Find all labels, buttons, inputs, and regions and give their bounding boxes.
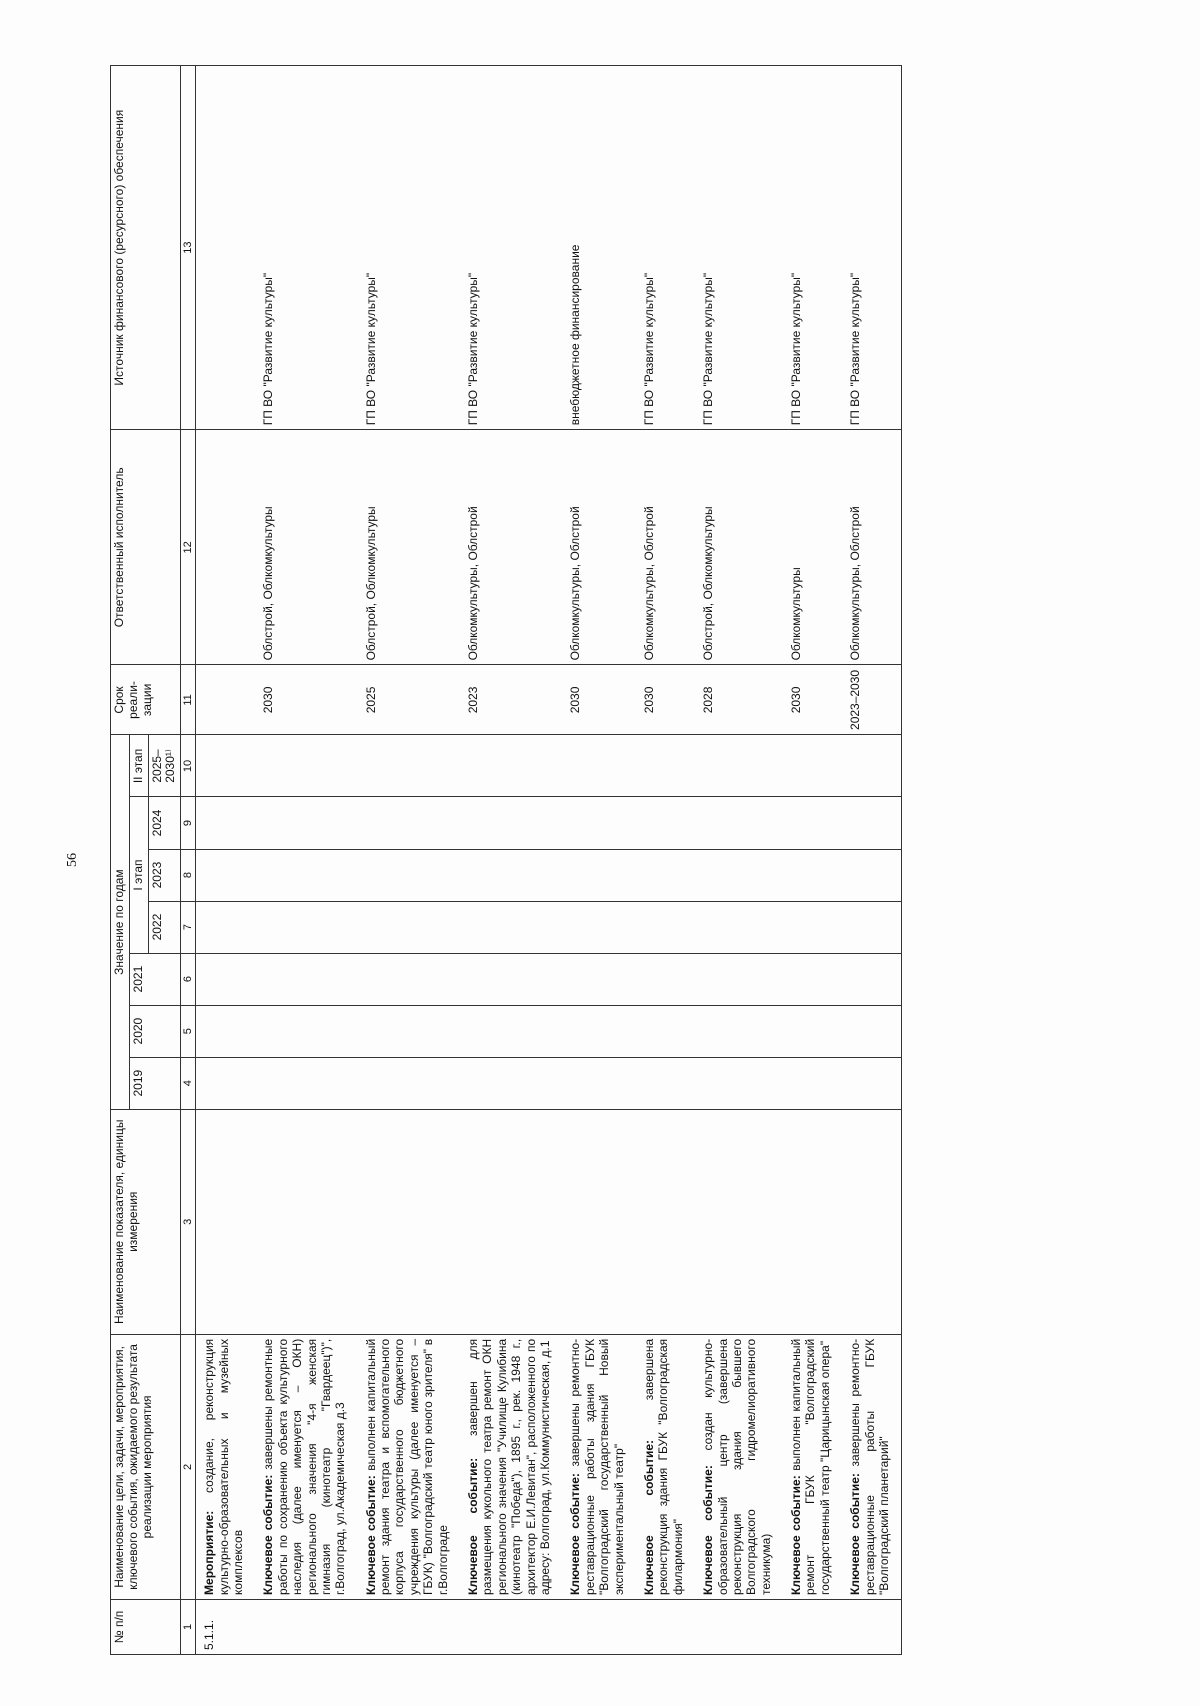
row-keyword: Ключевое событие: xyxy=(641,1439,656,1595)
row-value-cell xyxy=(460,735,562,797)
row-description: завершена реконструкция здания ГБУК "Волгоградская филармония" xyxy=(641,1338,685,1595)
column-number: 7 xyxy=(181,901,196,953)
header-2025-2030: 2025–2030¹⁾ xyxy=(148,735,181,797)
row-num xyxy=(460,1599,562,1654)
column-number: 12 xyxy=(181,430,196,665)
row-executor: Облкомкультуры, Облстрой xyxy=(842,430,902,665)
row-name-cell xyxy=(636,1334,695,1599)
row-executor: Облкомкультуры xyxy=(783,430,842,665)
row-name-cell xyxy=(460,1334,562,1599)
row-value-cell xyxy=(636,1005,695,1057)
row-description: завершены ремонтно-реставрационные работы ГБУК "Волгоградский планетарий" xyxy=(848,1338,892,1595)
row-value-cell xyxy=(460,1005,562,1057)
row-num xyxy=(636,1599,695,1654)
row-value-cell xyxy=(695,953,783,1005)
row-source: внебюджетное финансирование xyxy=(562,66,636,430)
row-keyword: Ключевое событие: xyxy=(848,1473,863,1595)
row-value-cell xyxy=(255,735,357,797)
row-indicator xyxy=(783,1109,842,1334)
row-description: завершены ремонтно-реставрационные работы здания ГБУК "Волгоградский государственный Новый экспериментальный театр" xyxy=(568,1338,626,1595)
header-term: Срок реали-зации xyxy=(111,665,181,735)
row-value-cell xyxy=(842,735,902,797)
row-value-cell xyxy=(562,1005,636,1057)
row-executor: Облстрой, Облкомкультуры xyxy=(255,430,357,665)
row-value-cell xyxy=(636,797,695,849)
row-source: ГП ВО "Развитие культуры" xyxy=(358,66,460,430)
row-indicator xyxy=(358,1109,460,1334)
row-value-cell xyxy=(562,849,636,901)
header-2019: 2019 xyxy=(129,1057,180,1109)
row-indicator xyxy=(695,1109,783,1334)
row-term: 2023 xyxy=(460,665,562,735)
row-value-cell xyxy=(460,901,562,953)
table-row xyxy=(636,66,695,1655)
row-source: ГП ВО "Развитие культуры" xyxy=(783,66,842,430)
column-number: 3 xyxy=(181,1109,196,1334)
column-number-row xyxy=(181,66,196,1655)
row-keyword: Ключевое событие: xyxy=(363,1475,378,1595)
column-number: 9 xyxy=(181,797,196,849)
row-value-cell xyxy=(358,797,460,849)
row-value-cell xyxy=(842,1057,902,1109)
table-row xyxy=(562,66,636,1655)
row-source: ГП ВО "Развитие культуры" xyxy=(460,66,562,430)
row-value-cell xyxy=(783,901,842,953)
row-indicator xyxy=(196,1109,256,1334)
header-2020: 2020 xyxy=(129,1005,180,1057)
row-keyword: Мероприятие: xyxy=(202,1510,217,1595)
row-executor: Облстрой, Облкомкультуры xyxy=(358,430,460,665)
row-value-cell xyxy=(636,953,695,1005)
row-indicator xyxy=(562,1109,636,1334)
row-description: создан культурно-образовательный центр (завершена реконструкция здания бывшего Волгоградского гидромелиоративного техникума) xyxy=(701,1338,773,1595)
row-source: ГП ВО "Развитие культуры" xyxy=(695,66,783,430)
header-executor: Ответственный исполнитель xyxy=(111,430,181,665)
header-2022: 2022 xyxy=(148,901,181,953)
header-source: Источник финансового (ресурсного) обеспечения xyxy=(111,66,181,430)
row-value-cell xyxy=(783,1005,842,1057)
row-indicator xyxy=(460,1109,562,1334)
row-value-cell xyxy=(255,1005,357,1057)
column-number: 6 xyxy=(181,953,196,1005)
row-value-cell xyxy=(783,953,842,1005)
header-2024: 2024 xyxy=(148,797,181,849)
row-keyword: Ключевое событие: xyxy=(261,1474,276,1595)
column-number: 1 xyxy=(181,1599,196,1654)
row-term: 2028 xyxy=(695,665,783,735)
row-value-cell xyxy=(783,735,842,797)
row-executor: Облстрой, Облкомкультуры xyxy=(695,430,783,665)
row-value-cell xyxy=(196,849,256,901)
row-value-cell xyxy=(562,735,636,797)
row-value-cell xyxy=(358,849,460,901)
row-executor xyxy=(196,430,256,665)
row-value-cell xyxy=(562,901,636,953)
row-value-cell xyxy=(842,797,902,849)
row-value-cell xyxy=(636,849,695,901)
row-value-cell xyxy=(842,1005,902,1057)
column-number: 5 xyxy=(181,1005,196,1057)
row-value-cell xyxy=(460,849,562,901)
row-value-cell xyxy=(842,849,902,901)
row-keyword: Ключевое событие: xyxy=(789,1475,804,1595)
table-row xyxy=(695,66,783,1655)
table-header xyxy=(111,66,196,1655)
row-value-cell xyxy=(695,797,783,849)
row-term xyxy=(196,665,256,735)
row-value-cell xyxy=(695,1005,783,1057)
header-stage-2: II этап xyxy=(129,735,148,797)
row-value-cell xyxy=(196,1005,256,1057)
row-value-cell xyxy=(562,1057,636,1109)
row-description: завершен для размещения кукольного театра ремонт ОКН регионального значения "Училище Кулибина (кинотеатр "Победа"), 1895 г., рек. 1948 г., архитектор Е.И.Левитан", расположенного по адресу: Волгоград, ул.Коммунистическая, д.1 xyxy=(466,1338,552,1595)
row-num xyxy=(842,1599,902,1654)
header-name: Наименование цели, задачи, мероприятия, ключевого события, ожидаемого результата реализации мероприятия xyxy=(111,1334,181,1599)
table-row xyxy=(783,66,842,1655)
row-source: ГП ВО "Развитие культуры" xyxy=(255,66,357,430)
row-num xyxy=(695,1599,783,1654)
row-value-cell xyxy=(358,901,460,953)
table-row xyxy=(196,66,256,1655)
row-value-cell xyxy=(562,953,636,1005)
row-value-cell xyxy=(358,1005,460,1057)
column-number: 11 xyxy=(181,665,196,735)
table-row xyxy=(842,66,902,1655)
row-keyword: Ключевое событие: xyxy=(701,1465,716,1595)
row-value-cell xyxy=(695,849,783,901)
row-term: 2025 xyxy=(358,665,460,735)
row-value-cell xyxy=(460,953,562,1005)
table-row xyxy=(460,66,562,1655)
row-description: создание, реконструкция культурно-образовательных и музейных комплексов xyxy=(202,1338,245,1595)
column-number: 10 xyxy=(181,735,196,797)
row-value-cell xyxy=(358,953,460,1005)
row-value-cell xyxy=(460,1057,562,1109)
row-term: 2030 xyxy=(783,665,842,735)
row-term: 2030 xyxy=(562,665,636,735)
row-name-cell xyxy=(695,1334,783,1599)
row-name-cell xyxy=(783,1334,842,1599)
row-value-cell xyxy=(255,849,357,901)
header-2023: 2023 xyxy=(148,849,181,901)
row-indicator xyxy=(636,1109,695,1334)
table-body xyxy=(196,66,902,1655)
rotated-document-sheet xyxy=(65,65,1090,1655)
row-value-cell xyxy=(196,953,256,1005)
column-number: 13 xyxy=(181,66,196,430)
row-value-cell xyxy=(695,901,783,953)
row-value-cell xyxy=(783,1057,842,1109)
column-number: 2 xyxy=(181,1334,196,1599)
row-value-cell xyxy=(695,1057,783,1109)
program-table xyxy=(110,65,902,1655)
row-term: 2030 xyxy=(636,665,695,735)
row-value-cell xyxy=(695,735,783,797)
row-value-cell xyxy=(562,797,636,849)
row-num xyxy=(255,1599,357,1654)
row-executor: Облкомкультуры, Облстрой xyxy=(562,430,636,665)
row-value-cell xyxy=(460,797,562,849)
row-executor: Облкомкультуры, Облстрой xyxy=(460,430,562,665)
row-keyword: Ключевое событие: xyxy=(466,1457,481,1595)
row-term: 2023–2030 xyxy=(842,665,902,735)
row-indicator xyxy=(255,1109,357,1334)
row-value-cell xyxy=(255,953,357,1005)
row-value-cell xyxy=(842,953,902,1005)
column-number: 8 xyxy=(181,849,196,901)
row-name-cell xyxy=(196,1334,256,1599)
row-source: ГП ВО "Развитие культуры" xyxy=(842,66,902,430)
header-values-by-year: Значение по годам xyxy=(111,735,130,1109)
row-name-cell xyxy=(842,1334,902,1599)
row-value-cell xyxy=(196,797,256,849)
row-source xyxy=(196,66,256,430)
table-row xyxy=(255,66,357,1655)
row-value-cell xyxy=(636,735,695,797)
row-name-cell xyxy=(255,1334,357,1599)
table-row xyxy=(358,66,460,1655)
row-value-cell xyxy=(358,1057,460,1109)
row-value-cell xyxy=(196,901,256,953)
row-executor: Облкомкультуры, Облстрой xyxy=(636,430,695,665)
row-value-cell xyxy=(255,901,357,953)
row-name-cell xyxy=(358,1334,460,1599)
row-term: 2030 xyxy=(255,665,357,735)
row-description: завершены ремонтные работы по сохранению объекта культурного наследия (далее именуется – ОКН) регионального значения "4-я женская гимназия (кинотеатр "Гвардеец")", г.Волгоград, ул.Академическая д.3 xyxy=(261,1338,348,1595)
page-number: 56 xyxy=(65,853,80,867)
row-num xyxy=(783,1599,842,1654)
row-value-cell xyxy=(636,901,695,953)
row-value-cell xyxy=(255,1057,357,1109)
row-description: выполнен капитальный ремонт ГБУК "Волгоградский государственный театр "Царицынская опера" xyxy=(789,1338,832,1595)
header-indicator: Наименование показателя, единицы измерения xyxy=(111,1109,181,1334)
row-value-cell xyxy=(255,797,357,849)
row-value-cell xyxy=(196,1057,256,1109)
column-number: 4 xyxy=(181,1057,196,1109)
header-2021: 2021 xyxy=(129,953,180,1005)
row-value-cell xyxy=(358,735,460,797)
row-value-cell xyxy=(636,1057,695,1109)
row-value-cell xyxy=(196,735,256,797)
row-num xyxy=(358,1599,460,1654)
row-value-cell xyxy=(842,901,902,953)
header-stage-1: I этап xyxy=(129,797,148,953)
row-description: выполнен капитальный ремонт здания театра и вспомогательного корпуса государственного бюджетного учреждения культуры (далее именуется – ГБУК) "Волгоградский театр юного зрителя" в г.Волгограде xyxy=(363,1338,450,1595)
row-num: 5.1.1. xyxy=(196,1599,256,1654)
row-value-cell xyxy=(783,849,842,901)
row-source: ГП ВО "Развитие культуры" xyxy=(636,66,695,430)
row-value-cell xyxy=(783,797,842,849)
row-name-cell xyxy=(562,1334,636,1599)
row-indicator xyxy=(842,1109,902,1334)
row-num xyxy=(562,1599,636,1654)
header-num: № п/п xyxy=(111,1599,181,1654)
row-keyword: Ключевое событие: xyxy=(568,1473,583,1595)
